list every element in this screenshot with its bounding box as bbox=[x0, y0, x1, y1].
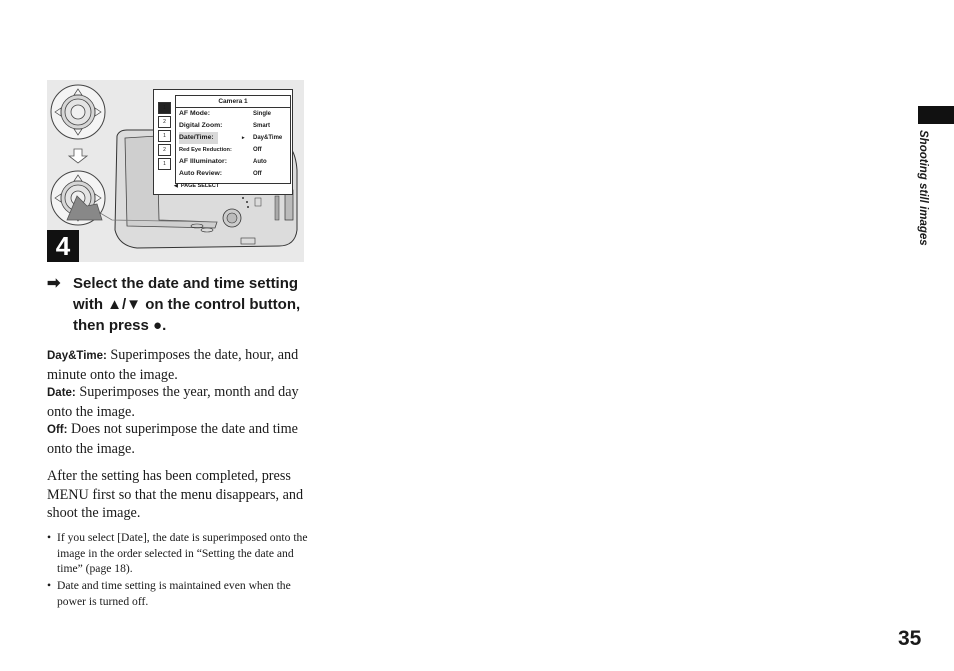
arrow-right-icon: ➡ bbox=[47, 275, 61, 292]
option-description: Superimposes the year, month and day onto the image. bbox=[47, 384, 299, 420]
menu-row-value: Single bbox=[253, 111, 272, 117]
menu-row-digital-zoom bbox=[176, 120, 290, 132]
note-text: Date and time setting is maintained even when the power is turned off. bbox=[57, 579, 291, 608]
menu-row-red-eye-reduction bbox=[176, 144, 290, 156]
after-setting-paragraph: After the setting has been completed, press MENU first so that the menu disappears, and shoot the image. bbox=[47, 468, 304, 521]
menu-tab-setup-1: 2 bbox=[158, 144, 171, 156]
camera-menu-screen bbox=[153, 89, 293, 195]
menu-row-af-illuminator bbox=[176, 156, 290, 168]
note-item bbox=[47, 530, 309, 577]
option-term: Day&Time: bbox=[47, 350, 107, 362]
note-text: If you select [Date], the date is superimposed onto the image in the order selected in “Setting the date and time” (page 18). bbox=[57, 531, 308, 576]
menu-tab-camera-2: 2 bbox=[158, 116, 171, 128]
section-label-text: Shooting still images bbox=[917, 130, 929, 246]
menu-footer bbox=[174, 183, 219, 189]
menu-row-label: Auto Review: bbox=[179, 170, 223, 177]
menu-panel bbox=[175, 95, 291, 184]
caret-right-icon: ▸ bbox=[242, 135, 245, 141]
section-label bbox=[913, 130, 933, 260]
triangle-left-icon: ◀ bbox=[174, 183, 178, 189]
option-day-time bbox=[47, 346, 309, 384]
note-item bbox=[47, 578, 309, 609]
option-term: Date: bbox=[47, 387, 76, 399]
page-number: 35 bbox=[898, 627, 922, 650]
instruction-text: Select the date and time setting with ▲/▼ on the control button, then press ●. bbox=[73, 275, 301, 334]
menu-row-label: Digital Zoom: bbox=[179, 122, 223, 129]
option-off bbox=[47, 420, 309, 458]
option-description: Superimposes the date, hour, and minute onto the image. bbox=[47, 347, 299, 383]
step-number-badge: 4 bbox=[47, 230, 79, 262]
step-illustration bbox=[47, 80, 304, 262]
menu-row-label: Red Eye Reduction: bbox=[179, 147, 232, 153]
menu-row-date-time bbox=[176, 132, 290, 144]
bullet-icon: • bbox=[47, 531, 52, 544]
step-instruction bbox=[47, 273, 309, 336]
menu-row-value: Off bbox=[253, 147, 262, 153]
menu-row-label: AF Illuminator: bbox=[179, 158, 227, 165]
menu-row-label: AF Mode: bbox=[179, 110, 210, 117]
menu-title: Camera 1 bbox=[176, 96, 290, 108]
option-term: Off: bbox=[47, 424, 68, 436]
menu-row-value: Auto bbox=[253, 159, 267, 165]
menu-tab-setup-2: 1 bbox=[158, 158, 171, 170]
menu-row-label: Date/Time: bbox=[179, 132, 218, 144]
menu-row-af-mode bbox=[176, 108, 290, 120]
bullet-icon: • bbox=[47, 579, 52, 592]
menu-tab-camera-1: 1 bbox=[158, 102, 171, 114]
option-description: Does not superimpose the date and time onto the image. bbox=[47, 421, 298, 457]
section-tab-marker bbox=[918, 106, 954, 124]
menu-row-auto-review bbox=[176, 168, 290, 180]
option-date bbox=[47, 383, 309, 421]
menu-row-value: Smart bbox=[253, 123, 271, 129]
menu-page-tabs bbox=[158, 102, 171, 172]
menu-row-value: Day&Time bbox=[253, 135, 283, 141]
page-select-label: PAGE SELECT bbox=[180, 183, 220, 189]
menu-tab-memory-stick-tool: 1 bbox=[158, 130, 171, 142]
menu-row-value: Off bbox=[253, 171, 262, 177]
